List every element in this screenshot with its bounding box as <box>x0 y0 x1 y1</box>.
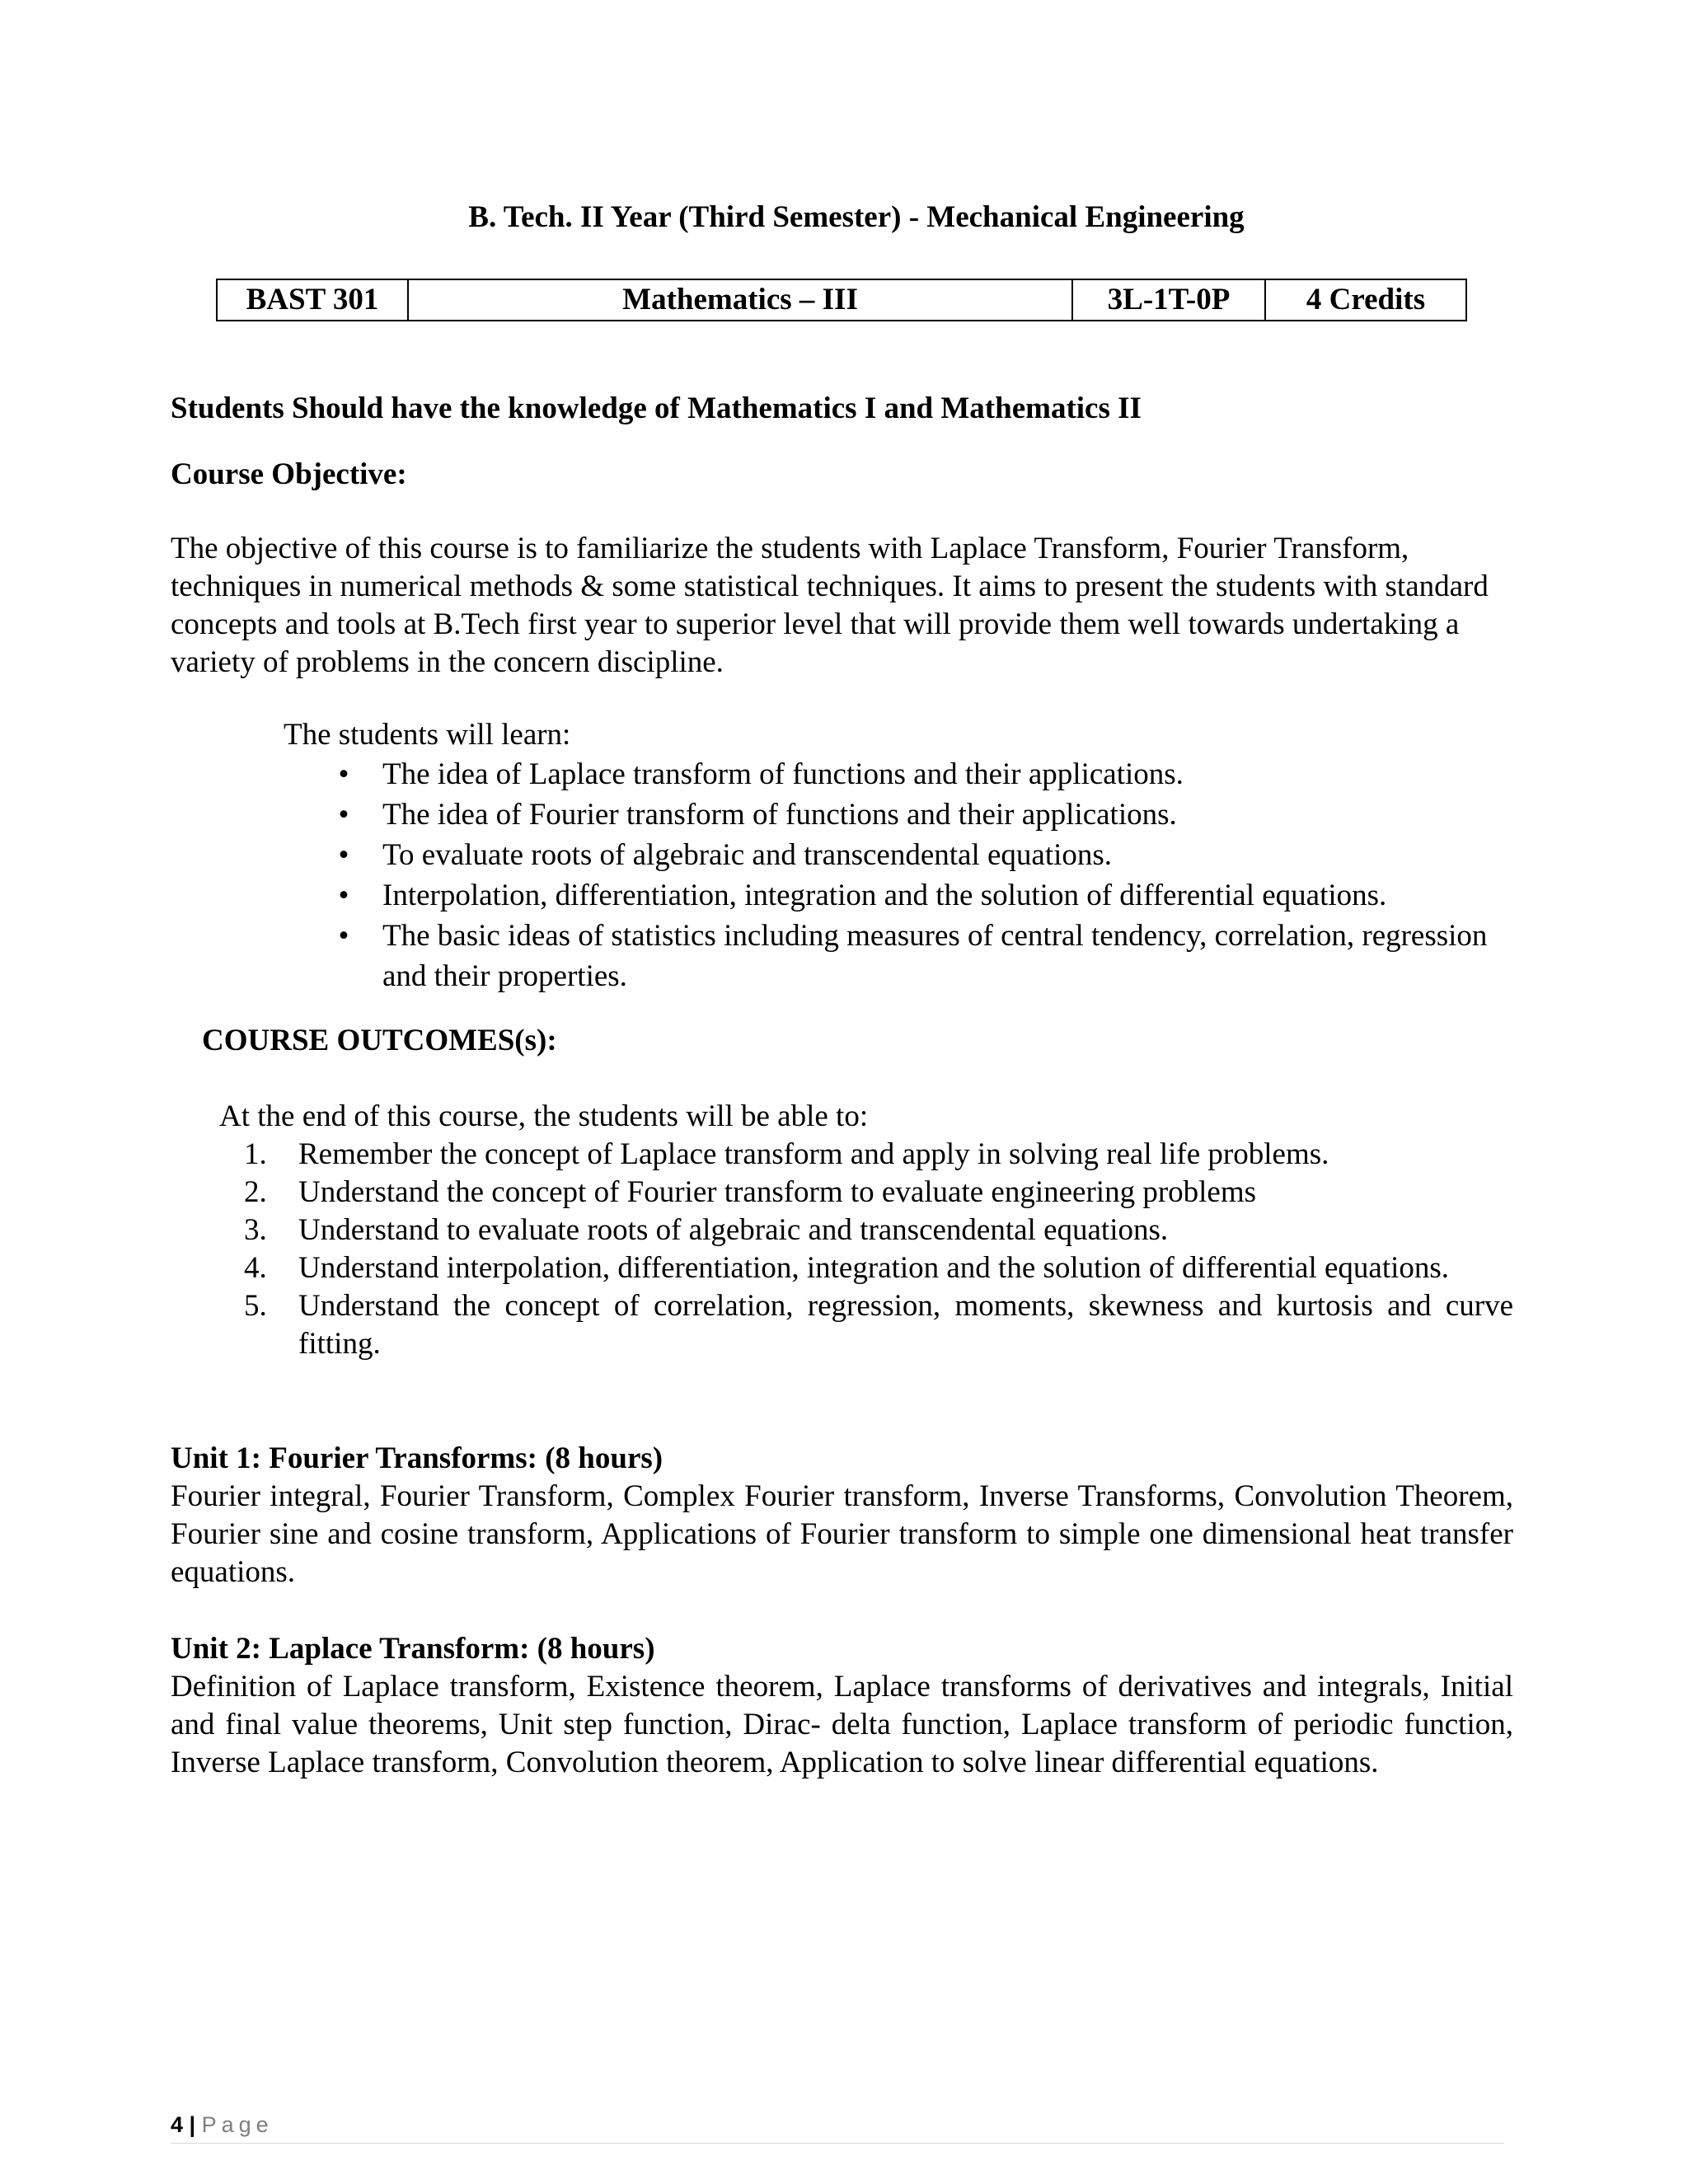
list-item-number: 2. <box>244 1175 267 1209</box>
list-item-text: Understand interpolation, differentiation, integration and the solution of differential equations. <box>298 1251 1450 1285</box>
list-item-number: 1. <box>244 1137 267 1171</box>
list-item <box>331 835 1502 875</box>
course-name-cell: Mathematics – III <box>408 279 1072 321</box>
list-item <box>244 1212 1513 1249</box>
objective-paragraph: The objective of this course is to familiarize the students with Laplace Transform, Fourier Transform, techniques in numerical methods & some statistical techniques. It aims to present the students with standard concepts and tools at B.Tech first year to superior level that will provide them well towards undertaking a variety of problems in the concern discipline. <box>171 532 1489 679</box>
objective-heading: Course Objective: <box>171 457 407 491</box>
bullet-icon: • <box>338 838 349 872</box>
prerequisite-note: Students Should have the knowledge of Mathematics I and Mathematics II <box>171 391 1142 425</box>
list-item <box>331 916 1502 996</box>
list-item <box>244 1249 1513 1287</box>
unit2-heading: Unit 2: Laplace Transform: (8 hours) <box>171 1632 655 1666</box>
list-item-number: 3. <box>244 1213 267 1247</box>
course-code-cell: BAST 301 <box>217 279 408 321</box>
list-item <box>331 754 1502 794</box>
course-info-table <box>216 279 1467 321</box>
list-item-text: Interpolation, differentiation, integration and the solution of differential equations. <box>382 879 1387 912</box>
list-item <box>331 794 1502 835</box>
outcomes-intro: At the end of this course, the students will be able to: <box>219 1099 869 1133</box>
footer-separator: | <box>183 2112 202 2137</box>
outcomes-heading: COURSE OUTCOMES(s): <box>202 1024 557 1057</box>
list-item-text: The idea of Fourier transform of functions and their applications. <box>382 798 1177 832</box>
bullet-icon: • <box>338 919 349 953</box>
footer-rule <box>171 2143 1504 2144</box>
page-number: 4 <box>171 2112 184 2137</box>
unit1-heading: Unit 1: Fourier Transforms: (8 hours) <box>171 1441 663 1475</box>
list-item-text: Understand the concept of Fourier transform to evaluate engineering problems <box>298 1175 1257 1209</box>
list-item <box>244 1174 1513 1212</box>
list-item <box>244 1287 1513 1363</box>
outcomes-list <box>244 1136 1513 1363</box>
bullet-icon: • <box>338 798 349 832</box>
list-item-text: The basic ideas of statistics including measures of central tendency, correlation, regression and their properties. <box>382 919 1488 993</box>
list-item-text: The idea of Laplace transform of functions and their applications. <box>382 757 1184 791</box>
learn-list <box>331 754 1502 996</box>
list-item-number: 4. <box>244 1251 267 1285</box>
list-item-text: Understand the concept of correlation, regression, moments, skewness and kurtosis and curve fitting. <box>298 1289 1513 1361</box>
page-footer <box>171 2111 274 2138</box>
list-item-text: Remember the concept of Laplace transform and apply in solving real life problems. <box>298 1137 1329 1171</box>
list-item <box>244 1136 1513 1174</box>
course-ltp-cell: 3L-1T-0P <box>1072 279 1265 321</box>
bullet-icon: • <box>338 757 349 791</box>
bullet-icon: • <box>338 879 349 912</box>
course-credits-cell: 4 Credits <box>1265 279 1466 321</box>
unit1-text: Fourier integral, Fourier Transform, Complex Fourier transform, Inverse Transforms, Convolution Theorem, Fourier sine and cosine transform, Applications of Fourier transform to simple one dimensional heat transfer equations. <box>171 1479 1513 1589</box>
list-item-text: Understand to evaluate roots of algebraic and transcendental equations. <box>298 1213 1169 1247</box>
course-info-row <box>217 279 1466 321</box>
unit2-text: Definition of Laplace transform, Existence theorem, Laplace transforms of derivatives and integrals, Initial and final value theorems, Unit step function, Dirac- delta function, Laplace transform of periodic function, Inverse Laplace transform, Convolution theorem, Application to solve linear differential equations. <box>171 1670 1513 1779</box>
page-label: Page <box>201 2112 274 2137</box>
list-item <box>331 875 1502 916</box>
learn-intro: The students will learn: <box>284 718 571 752</box>
page-title: B. Tech. II Year (Third Semester) - Mechanical Engineering <box>468 200 1245 234</box>
list-item-number: 5. <box>244 1289 267 1323</box>
list-item-text: To evaluate roots of algebraic and transcendental equations. <box>382 838 1113 872</box>
